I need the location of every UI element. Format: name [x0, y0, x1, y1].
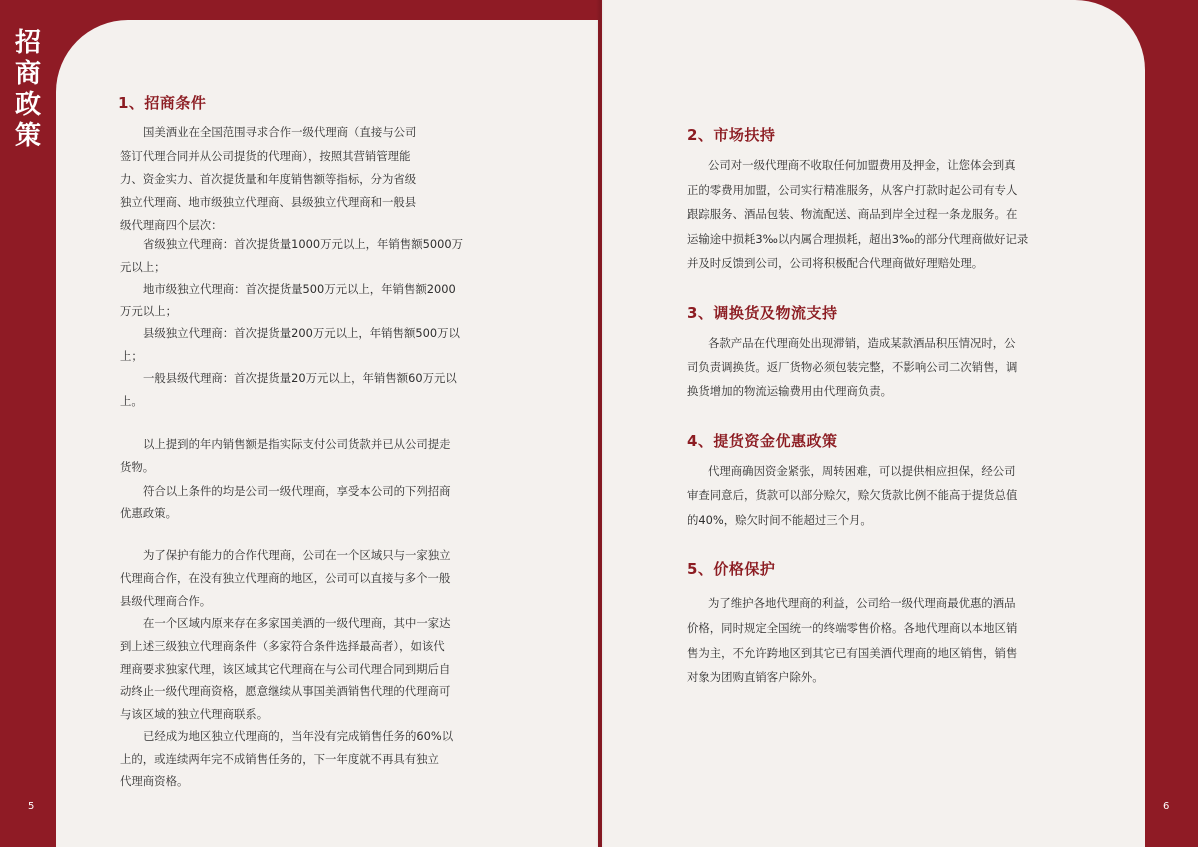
body-line: 为了保护有能力的合作代理商，公司在一个区域只与一家独立 [143, 548, 451, 562]
body-line: 上。 [120, 394, 143, 408]
body-line: 国美酒业在全国范围寻求合作一级代理商（直接与公司 [143, 125, 417, 139]
side-title-char: 商 [14, 59, 41, 89]
left-page [56, 20, 598, 847]
body-line: 符合以上条件的均是公司一级代理商，享受本公司的下列招商 [143, 484, 451, 498]
body-line: 元以上； [120, 260, 166, 274]
body-line: 公司对一级代理商不收取任何加盟费用及押金，让您体会到真 [708, 158, 1016, 172]
side-title-char: 政 [14, 90, 41, 120]
body-line: 售为主，不允许跨地区到其它已有国美酒代理商的地区销售，销售 [687, 646, 1018, 660]
section-heading-2: 2、市场扶持 [687, 126, 776, 144]
body-line: 审查同意后，货款可以部分赊欠，赊欠货款比例不能高于提货总值 [687, 488, 1018, 502]
body-line: 跟踪服务、酒品包装、物流配送、商品到岸全过程一条龙服务。在 [687, 207, 1018, 221]
body-line: 在一个区域内原来存在多家国美酒的一级代理商，其中一家达 [143, 616, 451, 630]
right-page [602, 0, 1145, 847]
book-spine [596, 0, 604, 847]
section-heading-1: 1、招商条件 [118, 94, 207, 112]
body-line: 独立代理商、地市级独立代理商、县级独立代理商和一般县 [120, 195, 417, 209]
body-line: 对象为团购直销客户除外。 [687, 670, 824, 684]
side-title [12, 28, 44, 152]
body-line: 货物。 [120, 460, 155, 474]
body-line: 上； [120, 349, 143, 363]
section-heading-4: 4、提货资金优惠政策 [687, 432, 838, 450]
body-line: 力、资金实力、首次提货量和年度销售额等指标，分为省级 [120, 172, 417, 186]
section-heading-3: 3、调换货及物流支持 [687, 304, 838, 322]
body-line: 县级独立代理商：首次提货量200万元以上，年销售额500万以 [143, 326, 460, 340]
page-number-right: 6 [1163, 801, 1170, 812]
body-line: 代理商确因资金紧张，周转困难，可以提供相应担保，经公司 [708, 464, 1016, 478]
page-number-left: 5 [28, 801, 35, 812]
body-line: 省级独立代理商：首次提货量1000万元以上，年销售额5000万 [143, 237, 463, 251]
body-line: 县级代理商合作。 [120, 594, 212, 608]
body-line: 代理商资格。 [120, 774, 189, 788]
body-line: 一般县级代理商：首次提货量20万元以上，年销售额60万元以 [143, 371, 457, 385]
body-line: 级代理商四个层次： [120, 218, 223, 232]
body-line: 为了维护各地代理商的利益，公司给一级代理商最优惠的酒品 [708, 596, 1016, 610]
body-line: 优惠政策。 [120, 506, 177, 520]
side-title-char: 招 [14, 28, 41, 58]
body-line: 价格，同时规定全国统一的终端零售价格。各地代理商以本地区销 [687, 621, 1018, 635]
body-line: 以上提到的年内销售额是指实际支付公司货款并已从公司提走 [143, 437, 451, 451]
body-line: 到上述三级独立代理商条件（多家符合条件选择最高者），如该代 [120, 639, 445, 653]
body-line: 地市级独立代理商：首次提货量500万元以上，年销售额2000 [143, 282, 456, 296]
body-line: 正的零费用加盟，公司实行精准服务，从客户打款时起公司有专人 [687, 183, 1018, 197]
body-line: 与该区域的独立代理商联系。 [120, 707, 269, 721]
body-line: 理商要求独家代理，该区域其它代理商在与公司代理合同到期后自 [120, 662, 451, 676]
body-line: 各款产品在代理商处出现滞销，造成某款酒品积压情况时，公 [708, 336, 1016, 350]
body-line: 的40%，赊欠时间不能超过三个月。 [687, 513, 872, 527]
body-line: 已经成为地区独立代理商的，当年没有完成销售任务的60%以 [143, 729, 454, 743]
side-title-char: 策 [14, 121, 41, 151]
body-line: 动终止一级代理商资格，愿意继续从事国美酒销售代理的代理商可 [120, 684, 451, 698]
body-line: 代理商合作，在没有独立代理商的地区，公司可以直接与多个一般 [120, 571, 451, 585]
body-line: 签订代理合同并从公司提货的代理商），按照其营销管理能 [120, 149, 411, 163]
body-line: 换货增加的物流运输费用由代理商负责。 [687, 384, 893, 398]
body-line: 万元以上； [120, 304, 177, 318]
body-line: 运输途中损耗3‰以内属合理损耗，超出3‰的部分代理商做好记录 [687, 232, 1029, 246]
body-line: 上的，或连续两年完不成销售任务的，下一年度就不再具有独立 [120, 752, 439, 766]
section-heading-5: 5、价格保护 [687, 560, 776, 578]
body-line: 司负责调换货。返厂货物必须包装完整，不影响公司二次销售，调 [687, 360, 1018, 374]
body-line: 并及时反馈到公司，公司将积极配合代理商做好理赔处理。 [687, 256, 984, 270]
